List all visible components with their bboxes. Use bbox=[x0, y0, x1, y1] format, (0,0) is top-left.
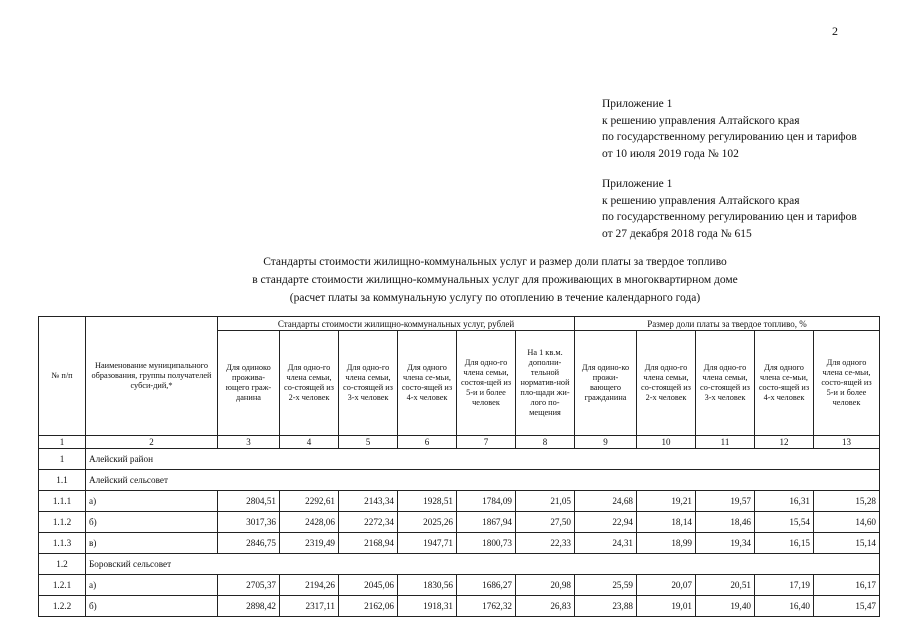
column-number: 9 bbox=[575, 436, 637, 449]
value-cell: 2804,51 bbox=[218, 491, 280, 512]
header-number: № п/п bbox=[39, 317, 86, 436]
column-number: 13 bbox=[814, 436, 880, 449]
appendix-1-line: к решению управления Алтайского края bbox=[602, 114, 800, 127]
district-name: Алейский район bbox=[86, 449, 880, 470]
value-cell: 1830,56 bbox=[398, 575, 457, 596]
standards-table bbox=[38, 316, 880, 617]
header-std-col: Для одно-го члена семьи, со-стоящей из 3-х человек bbox=[339, 331, 398, 436]
council-row bbox=[39, 554, 880, 575]
value-cell: 19,34 bbox=[696, 533, 755, 554]
value-cell: 2168,94 bbox=[339, 533, 398, 554]
title-line: (расчет платы за коммунальную услугу по отоплению в течение календарного года) bbox=[289, 292, 701, 304]
value-cell: 2898,42 bbox=[218, 596, 280, 617]
value-cell: 19,01 bbox=[637, 596, 696, 617]
header-share-col: Для одного члена се-мьи, состо-ящей из 5-и и более человек bbox=[814, 331, 880, 436]
value-cell: 15,28 bbox=[814, 491, 880, 512]
title-line: в стандарте стоимости жилищно-коммунальных услуг для проживающих в многоквартирном доме bbox=[252, 274, 738, 286]
value-cell: 16,40 bbox=[755, 596, 814, 617]
document-title bbox=[200, 253, 790, 307]
value-cell: 15,14 bbox=[814, 533, 880, 554]
column-number: 7 bbox=[457, 436, 516, 449]
column-number: 11 bbox=[696, 436, 755, 449]
value-cell: 2846,75 bbox=[218, 533, 280, 554]
table-header-row bbox=[39, 317, 880, 331]
row-number: 1.1.1 bbox=[39, 491, 86, 512]
table-row bbox=[39, 533, 880, 554]
appendix-1-line: от 10 июля 2019 года № 102 bbox=[602, 147, 739, 160]
table-row bbox=[39, 491, 880, 512]
page-number: 2 bbox=[832, 24, 838, 38]
column-number-row bbox=[39, 436, 880, 449]
column-number: 12 bbox=[755, 436, 814, 449]
header-std-col: Для одно-го члена семьи, состоя-щей из 5-и и более человек bbox=[457, 331, 516, 436]
header-share-col: Для одино-ко прожи-вающего гражданина bbox=[575, 331, 637, 436]
value-cell: 2045,06 bbox=[339, 575, 398, 596]
value-cell: 27,50 bbox=[516, 512, 575, 533]
value-cell: 2705,37 bbox=[218, 575, 280, 596]
header-share-col: Для одно-го члена семьи, со-стоящей из 3-х человек bbox=[696, 331, 755, 436]
district-row bbox=[39, 449, 880, 470]
row-number: 1.2.1 bbox=[39, 575, 86, 596]
table-row bbox=[39, 596, 880, 617]
value-cell: 14,60 bbox=[814, 512, 880, 533]
row-group-label: а) bbox=[86, 491, 218, 512]
value-cell: 16,15 bbox=[755, 533, 814, 554]
value-cell: 19,57 bbox=[696, 491, 755, 512]
value-cell: 18,14 bbox=[637, 512, 696, 533]
value-cell: 20,07 bbox=[637, 575, 696, 596]
header-std-col: На 1 кв.м. дополни-тельной норматив-ной пло-щади жи-лого по-мещения bbox=[516, 331, 575, 436]
value-cell: 18,99 bbox=[637, 533, 696, 554]
value-cell: 21,05 bbox=[516, 491, 575, 512]
value-cell: 1928,51 bbox=[398, 491, 457, 512]
header-share-col: Для одного члена се-мьи, состо-ящей из 4-х человек bbox=[755, 331, 814, 436]
value-cell: 2194,26 bbox=[280, 575, 339, 596]
row-group-label: в) bbox=[86, 533, 218, 554]
value-cell: 2292,61 bbox=[280, 491, 339, 512]
column-number: 6 bbox=[398, 436, 457, 449]
value-cell: 1800,73 bbox=[457, 533, 516, 554]
value-cell: 2317,11 bbox=[280, 596, 339, 617]
council-name: Боровский сельсовет bbox=[86, 554, 880, 575]
header-standards-group: Стандарты стоимости жилищно-коммунальных услуг, рублей bbox=[218, 317, 575, 331]
value-cell: 20,51 bbox=[696, 575, 755, 596]
row-number: 1.1.3 bbox=[39, 533, 86, 554]
column-number: 5 bbox=[339, 436, 398, 449]
value-cell: 15,47 bbox=[814, 596, 880, 617]
appendix-2-line: от 27 декабря 2018 года № 615 bbox=[602, 227, 752, 240]
row-number: 1.2 bbox=[39, 554, 86, 575]
appendix-2-line: к решению управления Алтайского края bbox=[602, 194, 800, 207]
header-std-col: Для одно-го члена семьи, со-стоящей из 2-х человек bbox=[280, 331, 339, 436]
value-cell: 16,31 bbox=[755, 491, 814, 512]
council-name: Алейский сельсовет bbox=[86, 470, 880, 491]
appendix-1-line: Приложение 1 bbox=[602, 98, 673, 110]
header-share-col: Для одно-го члена семьи, со-стоящей из 2-х человек bbox=[637, 331, 696, 436]
value-cell: 16,17 bbox=[814, 575, 880, 596]
table-row bbox=[39, 575, 880, 596]
value-cell: 15,54 bbox=[755, 512, 814, 533]
value-cell: 22,94 bbox=[575, 512, 637, 533]
header-share-group: Размер доли платы за твердое топливо, % bbox=[575, 317, 880, 331]
row-group-label: б) bbox=[86, 512, 218, 533]
appendix-1-line: по государственному регулированию цен и тарифов bbox=[602, 131, 857, 143]
value-cell: 3017,36 bbox=[218, 512, 280, 533]
value-cell: 2143,34 bbox=[339, 491, 398, 512]
value-cell: 2319,49 bbox=[280, 533, 339, 554]
value-cell: 24,31 bbox=[575, 533, 637, 554]
value-cell: 1918,31 bbox=[398, 596, 457, 617]
council-row bbox=[39, 470, 880, 491]
row-number: 1 bbox=[39, 449, 86, 470]
value-cell: 2025,26 bbox=[398, 512, 457, 533]
value-cell: 1784,09 bbox=[457, 491, 516, 512]
table-body bbox=[39, 449, 880, 617]
value-cell: 1762,32 bbox=[457, 596, 516, 617]
row-group-label: а) bbox=[86, 575, 218, 596]
appendix-2-line: Приложение 1 bbox=[602, 178, 673, 190]
appendix-block-1 bbox=[602, 96, 857, 162]
value-cell: 22,33 bbox=[516, 533, 575, 554]
header-std-col: Для одного члена се-мьи, состо-ящей из 4-х человек bbox=[398, 331, 457, 436]
column-number: 4 bbox=[280, 436, 339, 449]
column-number: 3 bbox=[218, 436, 280, 449]
column-number: 2 bbox=[86, 436, 218, 449]
value-cell: 2162,06 bbox=[339, 596, 398, 617]
value-cell: 20,98 bbox=[516, 575, 575, 596]
title-line: Стандарты стоимости жилищно-коммунальных услуг и размер доли платы за твердое топливо bbox=[263, 256, 727, 268]
row-number: 1.1.2 bbox=[39, 512, 86, 533]
value-cell: 1686,27 bbox=[457, 575, 516, 596]
value-cell: 18,46 bbox=[696, 512, 755, 533]
column-number: 8 bbox=[516, 436, 575, 449]
column-number: 10 bbox=[637, 436, 696, 449]
appendix-2-line: по государственному регулированию цен и тарифов bbox=[602, 211, 857, 223]
row-group-label: б) bbox=[86, 596, 218, 617]
value-cell: 24,68 bbox=[575, 491, 637, 512]
value-cell: 25,59 bbox=[575, 575, 637, 596]
value-cell: 2272,34 bbox=[339, 512, 398, 533]
value-cell: 17,19 bbox=[755, 575, 814, 596]
value-cell: 1867,94 bbox=[457, 512, 516, 533]
value-cell: 26,83 bbox=[516, 596, 575, 617]
row-number: 1.2.2 bbox=[39, 596, 86, 617]
header-std-col: Для одиноко прожива-ющего граж-данина bbox=[218, 331, 280, 436]
value-cell: 1947,71 bbox=[398, 533, 457, 554]
table-row bbox=[39, 512, 880, 533]
header-name: Наименование муниципального образования, группы получателей субси-дий,* bbox=[86, 317, 218, 436]
appendix-block-2 bbox=[602, 176, 857, 242]
value-cell: 19,21 bbox=[637, 491, 696, 512]
column-number: 1 bbox=[39, 436, 86, 449]
value-cell: 19,40 bbox=[696, 596, 755, 617]
value-cell: 2428,06 bbox=[280, 512, 339, 533]
row-number: 1.1 bbox=[39, 470, 86, 491]
value-cell: 23,88 bbox=[575, 596, 637, 617]
